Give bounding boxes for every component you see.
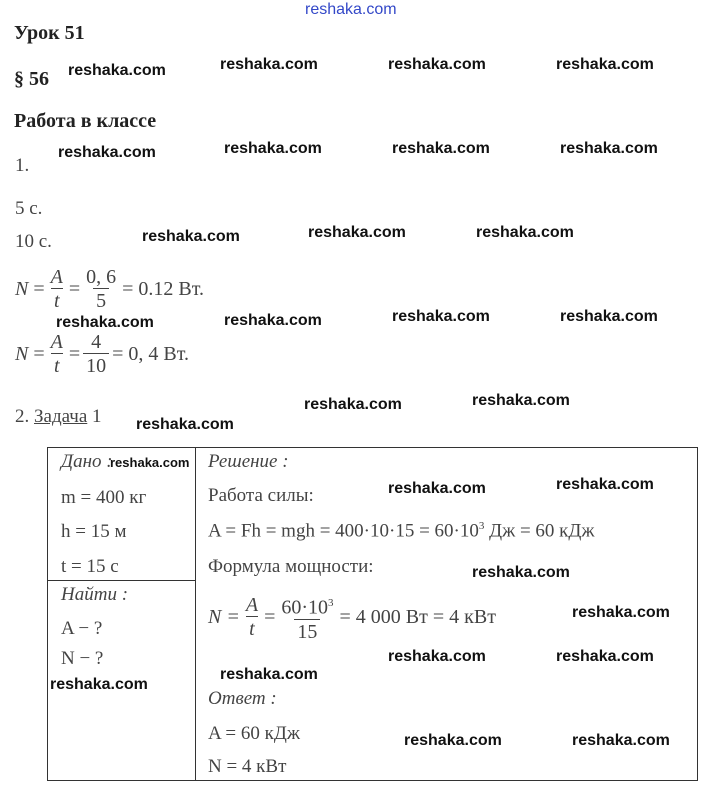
watermark: reshaka.com [472, 564, 570, 581]
section-title: Работа в классе [14, 110, 157, 132]
watermark: reshaka.com [556, 56, 654, 73]
watermark: reshaka.com [50, 676, 148, 693]
f1-num1: A [50, 266, 63, 288]
watermark: reshaka.com [388, 56, 486, 73]
power-den2: 15 [294, 619, 320, 644]
given-mass: m = 400 кг [61, 487, 147, 508]
watermark: reshaka.com [556, 648, 654, 665]
watermark: reshaka.com [220, 56, 318, 73]
task1-number: 1. [15, 155, 30, 176]
watermark: reshaka.com [388, 648, 486, 665]
watermark: reshaka.com [68, 62, 166, 79]
power-lhs: N = [208, 606, 240, 629]
watermark: reshaka.com [404, 732, 502, 749]
power-formula [208, 592, 496, 644]
f2-result: = 0, 4 Вт. [112, 343, 189, 365]
task1-line1: 5 с. [15, 198, 43, 219]
watermark: reshaka.com [388, 480, 486, 497]
power-num2-base: 60·10 [281, 596, 329, 619]
watermark: reshaka.com [392, 140, 490, 157]
find-work: A − ? [61, 618, 103, 639]
power-num2-exp: 3 [328, 597, 334, 609]
watermark: reshaka.com [304, 396, 402, 413]
find-power: N − ? [61, 648, 104, 669]
power-label: Формула мощности: [208, 556, 374, 577]
f1-result: = 0.12 Вт. [122, 278, 204, 300]
work-result: Дж = 60 кДж [484, 520, 595, 542]
watermark: reshaka.com [224, 312, 322, 329]
task2-title: Задача [34, 406, 88, 427]
power-eq: = [264, 606, 276, 629]
paragraph-title: § 56 [14, 68, 49, 90]
watermark: reshaka.com [560, 140, 658, 157]
watermark: reshaka.com [472, 392, 570, 409]
power-frac1 [243, 594, 261, 641]
given-label: Дано : [61, 451, 113, 472]
watermark: reshaka.com [224, 140, 322, 157]
f1-eq: = [33, 278, 45, 300]
lesson-title: Урок 51 [14, 22, 85, 44]
given-time: t = 15 с [61, 556, 119, 577]
task2-number: 2. [15, 406, 30, 427]
watermark: reshaka.com [220, 666, 318, 683]
power-den1: t [246, 616, 258, 641]
task1-line2: 10 с. [15, 231, 52, 252]
watermark: reshaka.com [556, 476, 654, 493]
answer-work: A = 60 кДж [208, 723, 300, 744]
watermark: reshaka.com [476, 224, 574, 241]
f1-num2: 0, 6 [86, 266, 117, 288]
watermark: reshaka.com [572, 732, 670, 749]
formula-1 [15, 266, 204, 313]
f2-lhs: N [15, 343, 29, 365]
watermark: reshaka.com [560, 308, 658, 325]
watermark: reshaka.com [58, 144, 156, 161]
f2-frac2 [83, 331, 109, 378]
watermark: reshaka.com [142, 228, 240, 245]
power-num1: A [245, 594, 259, 617]
watermark: reshaka.com [392, 308, 490, 325]
f1-frac1 [48, 266, 66, 313]
f1-frac2 [83, 266, 119, 313]
watermark: reshaka.com [56, 314, 154, 331]
formula-2 [15, 331, 189, 378]
f2-frac1 [48, 331, 66, 378]
f1-den2: 5 [93, 288, 109, 313]
table-divider-horizontal [47, 580, 195, 581]
f1-den1: t [51, 288, 63, 313]
power-num2 [278, 592, 336, 619]
answer-label: Ответ : [208, 688, 277, 709]
watermark: reshaka.com [136, 416, 234, 433]
f1-lhs: N [15, 278, 29, 300]
watermark-top: reshaka.com [305, 1, 397, 18]
watermark: reshaka.com [308, 224, 406, 241]
f1-eq2: = [68, 278, 81, 300]
power-frac2 [278, 592, 336, 644]
watermark: reshaka.com [572, 604, 670, 621]
solution-label: Решение : [208, 451, 289, 472]
f2-num2: 4 [91, 331, 102, 353]
task2-heading [15, 406, 102, 428]
f2-eq2: = [68, 343, 81, 365]
task2-title-num: 1 [92, 406, 102, 427]
f2-num1: A [50, 331, 63, 353]
find-label: Найти : [61, 584, 129, 605]
answer-power: N = 4 кВт [208, 756, 287, 777]
work-exp: 3 [478, 520, 485, 532]
watermark: reshaka.com [110, 455, 190, 470]
work-formula [208, 520, 595, 542]
given-height: h = 15 м [61, 521, 127, 542]
f2-eq: = [33, 343, 45, 365]
table-divider-vertical [195, 447, 196, 780]
power-result: = 4 000 Вт = 4 кВт [339, 606, 496, 629]
f2-den1: t [51, 353, 63, 378]
work-formula-main: A = Fh = mgh = 400·10·15 = 60·10 [208, 520, 479, 542]
f2-den2: 10 [83, 353, 109, 378]
work-label: Работа силы: [208, 485, 314, 506]
